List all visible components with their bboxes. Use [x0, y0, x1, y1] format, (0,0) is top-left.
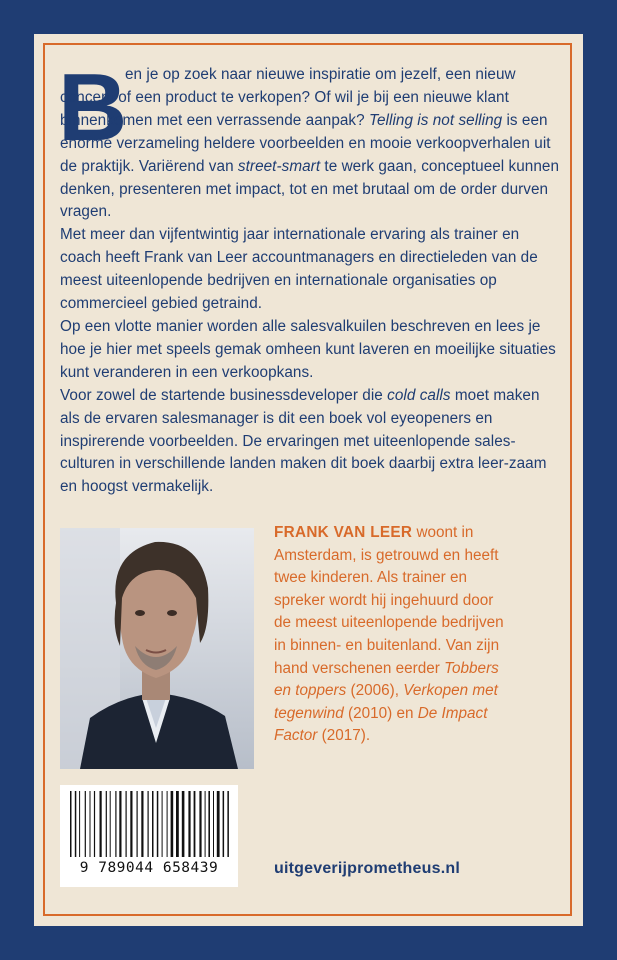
- barcode-bar: [167, 791, 168, 857]
- barcode-bar: [182, 791, 185, 857]
- italic-title: street-smart: [237, 157, 321, 175]
- barcode-bar: [90, 791, 91, 857]
- barcode-bar: [171, 791, 174, 857]
- text-run: Voor zowel de startende businessdeveloper die: [60, 386, 388, 404]
- barcode-bar: [106, 791, 107, 857]
- barcode-bar: [162, 791, 163, 857]
- italic-title: Telling is not selling: [369, 111, 503, 129]
- barcode-bar: [130, 791, 132, 857]
- barcode-bar: [217, 791, 220, 857]
- drop-cap: B: [58, 54, 128, 161]
- italic-title: Tobbers en toppers: [274, 659, 499, 700]
- barcode-bar: [75, 791, 77, 857]
- text-run: en je op zoek naar nieuwe inspiratie om jezelf, een nieuw concept of een product te verkopen? Of wil je bij een nieuwe klant binnenkomen met een verrassende aanpak?: [60, 66, 516, 129]
- barcode-bar: [79, 791, 80, 857]
- barcode-bar: [188, 791, 190, 857]
- barcode-bar: [85, 791, 86, 857]
- blurb-text: [60, 64, 560, 499]
- barcode-bar: [194, 791, 196, 857]
- barcode-bar: [141, 791, 143, 857]
- barcode-bar: [176, 791, 179, 857]
- barcode-bar: [148, 791, 149, 857]
- italic-title: cold calls: [387, 386, 451, 404]
- barcode-bar: [227, 791, 229, 857]
- barcode-bar: [126, 791, 127, 857]
- text-run: is een enorme verzameling heldere voorbeelden en mooie verkoopverhalen uit de praktijk. Variërend van: [60, 111, 551, 175]
- barcode-bar: [152, 791, 154, 857]
- text-run: moet maken als de ervaren salesmanager is dit een boek vol eyeopeners en inspirerende voorbeelden. De ervaringen met uiteenlopende sales-culturen in verschillende landen maken dit boek daarbij extra leer-zaam en hoogst vermakelijk.: [60, 386, 547, 496]
- barcode-bar: [119, 791, 121, 857]
- barcode-bars: [60, 785, 238, 859]
- text-run: te werk gaan, conceptueel kunnen denken, presenteren met impact, tot en met brutaal om de order durven vragen.: [60, 157, 560, 221]
- text-run: (2010) en: [343, 704, 418, 722]
- barcode-bar: [94, 791, 95, 857]
- text-run: (2017).: [317, 727, 371, 745]
- barcode-bar: [157, 791, 159, 857]
- barcode-bar: [110, 791, 111, 857]
- isbn-barcode: [60, 785, 238, 887]
- blurb-paragraph-1: [60, 64, 560, 224]
- barcode-bar: [199, 791, 201, 857]
- author-bio: [274, 522, 514, 748]
- barcode-bar: [115, 791, 116, 857]
- blurb-paragraph-4: [60, 385, 560, 500]
- italic-title: Verkopen met tegenwind: [274, 682, 498, 722]
- isbn-digits: 9 789044 658439: [79, 860, 219, 876]
- blurb-paragraph-3: Op een vlotte manier worden alle salesvalkuilen beschreven en lees je hoe je hier met speels gemak omheen kunt laveren en moeilijke situaties kunt veranderen in een verkoopkans.: [60, 317, 556, 381]
- barcode-bar: [137, 791, 138, 857]
- author-name: FRANK VAN LEER: [274, 524, 413, 541]
- author-photo: [60, 528, 254, 769]
- blurb-paragraph-2: Met meer dan vijfentwintig jaar internationale ervaring als trainer en coach heeft Frank van Leer accountmanagers en directieleden van de meest uiteenlopende bedrijven en internationale organisaties op commercieel gebied getraind.: [60, 226, 538, 313]
- text-run: woont in Amsterdam, is getrouwd en heeft twee kinderen. Als trainer en spreker wordt hij ingehuurd door de meest uiteenlopende bedrijven in binnen- en buitenland. Van zijn hand verschenen eerder: [274, 524, 504, 677]
- text-run: (2006),: [346, 682, 404, 700]
- publisher-website: uitgeverijprometheus.nl: [274, 860, 460, 877]
- barcode-bar: [213, 791, 214, 857]
- barcode-bar: [208, 791, 210, 857]
- barcode-bar: [223, 791, 225, 857]
- barcode-bar: [100, 791, 102, 857]
- barcode-bar: [205, 791, 206, 857]
- italic-title: De Impact Factor: [274, 704, 488, 745]
- barcode-bar: [70, 791, 72, 857]
